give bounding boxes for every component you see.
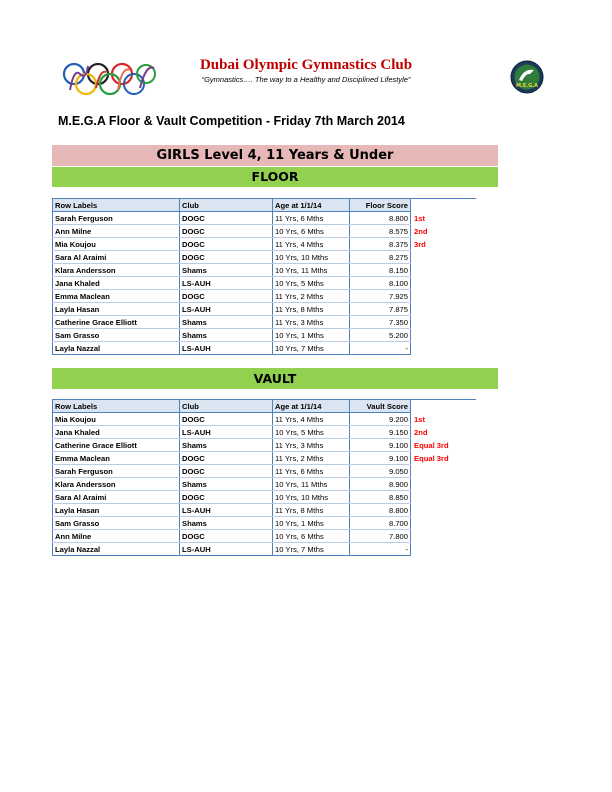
score-cell: 5.200 bbox=[350, 329, 411, 342]
club-cell: Shams bbox=[180, 517, 273, 530]
age-cell: 11 Yrs, 3 Mths bbox=[273, 316, 350, 329]
table-row bbox=[53, 517, 477, 530]
club-cell: LS-AUH bbox=[180, 277, 273, 290]
age-cell: 11 Yrs, 6 Mths bbox=[273, 465, 350, 478]
placement-cell bbox=[411, 491, 477, 504]
table-row bbox=[53, 329, 477, 342]
col-header-score: Floor Score bbox=[350, 199, 411, 212]
club-cell: LS-AUH bbox=[180, 426, 273, 439]
placement-cell bbox=[411, 543, 477, 556]
age-cell: 10 Yrs, 7 Mths bbox=[273, 342, 350, 355]
athlete-name: Jana Khaled bbox=[53, 277, 180, 290]
club-name: Dubai Olympic Gymnastics Club bbox=[199, 57, 413, 73]
athlete-name: Sam Grasso bbox=[53, 517, 180, 530]
club-cell: DOGC bbox=[180, 452, 273, 465]
table-header-row bbox=[53, 400, 477, 413]
score-cell: 7.875 bbox=[350, 303, 411, 316]
placement-cell bbox=[411, 251, 477, 264]
col-header-name: Row Labels bbox=[53, 199, 180, 212]
placement-cell: Equal 3rd bbox=[411, 439, 477, 452]
club-cell: DOGC bbox=[180, 290, 273, 303]
score-cell: 7.925 bbox=[350, 290, 411, 303]
athlete-name: Layla Hasan bbox=[53, 504, 180, 517]
table-row bbox=[53, 452, 477, 465]
age-cell: 10 Yrs, 6 Mths bbox=[273, 530, 350, 543]
age-cell: 11 Yrs, 6 Mths bbox=[273, 212, 350, 225]
col-header-name: Row Labels bbox=[53, 400, 180, 413]
club-cell: Shams bbox=[180, 439, 273, 452]
col-header-score: Vault Score bbox=[350, 400, 411, 413]
score-cell: 7.350 bbox=[350, 316, 411, 329]
table-row bbox=[53, 316, 477, 329]
placement-cell bbox=[411, 342, 477, 355]
table-row bbox=[53, 290, 477, 303]
table-row bbox=[53, 264, 477, 277]
age-cell: 10 Yrs, 6 Mths bbox=[273, 225, 350, 238]
placement-cell bbox=[411, 517, 477, 530]
placement-cell: 2nd bbox=[411, 225, 477, 238]
placement-cell bbox=[411, 530, 477, 543]
score-cell: 8.850 bbox=[350, 491, 411, 504]
athlete-name: Jana Khaled bbox=[53, 426, 180, 439]
table-header-row bbox=[53, 199, 477, 212]
club-cell: DOGC bbox=[180, 491, 273, 504]
col-header-place bbox=[411, 400, 477, 413]
score-cell: 9.050 bbox=[350, 465, 411, 478]
placement-cell bbox=[411, 264, 477, 277]
athlete-name: Ann Milne bbox=[53, 225, 180, 238]
club-cell: Shams bbox=[180, 316, 273, 329]
col-header-age: Age at 1/1/14 bbox=[273, 400, 350, 413]
age-cell: 10 Yrs, 10 Mths bbox=[273, 491, 350, 504]
age-cell: 11 Yrs, 2 Mths bbox=[273, 452, 350, 465]
club-cell: DOGC bbox=[180, 251, 273, 264]
score-cell: 8.275 bbox=[350, 251, 411, 264]
placement-cell bbox=[411, 303, 477, 316]
age-cell: 10 Yrs, 11 Mths bbox=[273, 478, 350, 491]
level-title: GIRLS Level 4, 11 Years & Under bbox=[52, 145, 498, 166]
col-header-club: Club bbox=[180, 199, 273, 212]
age-cell: 10 Yrs, 5 Mths bbox=[273, 426, 350, 439]
club-cell: LS-AUH bbox=[180, 303, 273, 316]
vault-table-body bbox=[53, 413, 477, 556]
table-row bbox=[53, 238, 477, 251]
table-row bbox=[53, 504, 477, 517]
club-cell: DOGC bbox=[180, 465, 273, 478]
floor-band: FLOOR bbox=[52, 167, 498, 187]
athlete-name: Layla Nazzal bbox=[53, 342, 180, 355]
club-cell: DOGC bbox=[180, 238, 273, 251]
col-header-place bbox=[411, 199, 477, 212]
col-header-club: Club bbox=[180, 400, 273, 413]
placement-cell: 1st bbox=[411, 212, 477, 225]
placement-cell: 3rd bbox=[411, 238, 477, 251]
floor-results-table bbox=[52, 198, 476, 355]
athlete-name: Klara Andersson bbox=[53, 478, 180, 491]
athlete-name: Sarah Ferguson bbox=[53, 212, 180, 225]
age-cell: 11 Yrs, 8 Mths bbox=[273, 504, 350, 517]
score-cell: 8.700 bbox=[350, 517, 411, 530]
table-row bbox=[53, 413, 477, 426]
placement-cell bbox=[411, 290, 477, 303]
table-row bbox=[53, 212, 477, 225]
age-cell: 11 Yrs, 2 Mths bbox=[273, 290, 350, 303]
age-cell: 10 Yrs, 5 Mths bbox=[273, 277, 350, 290]
table-row bbox=[53, 303, 477, 316]
athlete-name: Catherine Grace Elliott bbox=[53, 316, 180, 329]
club-cell: LS-AUH bbox=[180, 504, 273, 517]
club-cell: LS-AUH bbox=[180, 543, 273, 556]
club-cell: DOGC bbox=[180, 225, 273, 238]
score-cell: 9.200 bbox=[350, 413, 411, 426]
placement-cell bbox=[411, 478, 477, 491]
table-row bbox=[53, 491, 477, 504]
athlete-name: Sara Al Araimi bbox=[53, 251, 180, 264]
score-cell: 9.150 bbox=[350, 426, 411, 439]
athlete-name: Emma Maclean bbox=[53, 452, 180, 465]
age-cell: 11 Yrs, 4 Mths bbox=[273, 413, 350, 426]
table-row bbox=[53, 543, 477, 556]
athlete-name: Layla Hasan bbox=[53, 303, 180, 316]
placement-cell: Equal 3rd bbox=[411, 452, 477, 465]
club-cell: LS-AUH bbox=[180, 342, 273, 355]
score-cell: 8.575 bbox=[350, 225, 411, 238]
athlete-name: Ann Milne bbox=[53, 530, 180, 543]
age-cell: 11 Yrs, 4 Mths bbox=[273, 238, 350, 251]
score-cell: 8.100 bbox=[350, 277, 411, 290]
table-row bbox=[53, 277, 477, 290]
placement-cell: 2nd bbox=[411, 426, 477, 439]
athlete-name: Sara Al Araimi bbox=[53, 491, 180, 504]
club-cell: Shams bbox=[180, 264, 273, 277]
score-cell: 8.375 bbox=[350, 238, 411, 251]
table-row bbox=[53, 439, 477, 452]
age-cell: 10 Yrs, 7 Mths bbox=[273, 543, 350, 556]
age-cell: 11 Yrs, 8 Mths bbox=[273, 303, 350, 316]
placement-cell bbox=[411, 465, 477, 478]
athlete-name: Layla Nazzal bbox=[53, 543, 180, 556]
table-row bbox=[53, 530, 477, 543]
table-row bbox=[53, 225, 477, 238]
placement-cell bbox=[411, 504, 477, 517]
mega-logo bbox=[510, 60, 544, 94]
club-tagline: “Gymnastics…. The way to a Healthy and Disciplined Lifestyle” bbox=[201, 75, 411, 84]
floor-table-body bbox=[53, 212, 477, 355]
vault-results-table bbox=[52, 399, 476, 556]
athlete-name: Sam Grasso bbox=[53, 329, 180, 342]
svg-text:M.E.G.A: M.E.G.A bbox=[515, 83, 539, 89]
table-row bbox=[53, 251, 477, 264]
athlete-name: Mia Koujou bbox=[53, 238, 180, 251]
placement-cell bbox=[411, 316, 477, 329]
table-row bbox=[53, 426, 477, 439]
age-cell: 10 Yrs, 1 Mths bbox=[273, 517, 350, 530]
club-cell: Shams bbox=[180, 478, 273, 491]
athlete-name: Catherine Grace Elliott bbox=[53, 439, 180, 452]
score-cell: 8.900 bbox=[350, 478, 411, 491]
age-cell: 10 Yrs, 11 Mths bbox=[273, 264, 350, 277]
athlete-name: Sarah Ferguson bbox=[53, 465, 180, 478]
score-cell: 9.100 bbox=[350, 452, 411, 465]
table-row bbox=[53, 342, 477, 355]
placement-cell: 1st bbox=[411, 413, 477, 426]
club-cell: DOGC bbox=[180, 413, 273, 426]
score-cell: 9.100 bbox=[350, 439, 411, 452]
age-cell: 10 Yrs, 1 Mths bbox=[273, 329, 350, 342]
table-row bbox=[53, 478, 477, 491]
athlete-name: Emma Maclean bbox=[53, 290, 180, 303]
athlete-name: Mia Koujou bbox=[53, 413, 180, 426]
vault-band: VAULT bbox=[52, 368, 498, 389]
athlete-name: Klara Andersson bbox=[53, 264, 180, 277]
table-row bbox=[53, 465, 477, 478]
score-cell: 8.150 bbox=[350, 264, 411, 277]
score-cell: - bbox=[350, 342, 411, 355]
age-cell: 11 Yrs, 3 Mths bbox=[273, 439, 350, 452]
score-cell: 8.800 bbox=[350, 212, 411, 225]
competition-title: M.E.G.A Floor & Vault Competition - Friday 7th March 2014 bbox=[58, 114, 405, 128]
col-header-age: Age at 1/1/14 bbox=[273, 199, 350, 212]
placement-cell bbox=[411, 329, 477, 342]
club-cell: Shams bbox=[180, 329, 273, 342]
score-cell: - bbox=[350, 543, 411, 556]
club-cell: DOGC bbox=[180, 212, 273, 225]
age-cell: 10 Yrs, 10 Mths bbox=[273, 251, 350, 264]
club-cell: DOGC bbox=[180, 530, 273, 543]
score-cell: 8.800 bbox=[350, 504, 411, 517]
placement-cell bbox=[411, 277, 477, 290]
score-cell: 7.800 bbox=[350, 530, 411, 543]
